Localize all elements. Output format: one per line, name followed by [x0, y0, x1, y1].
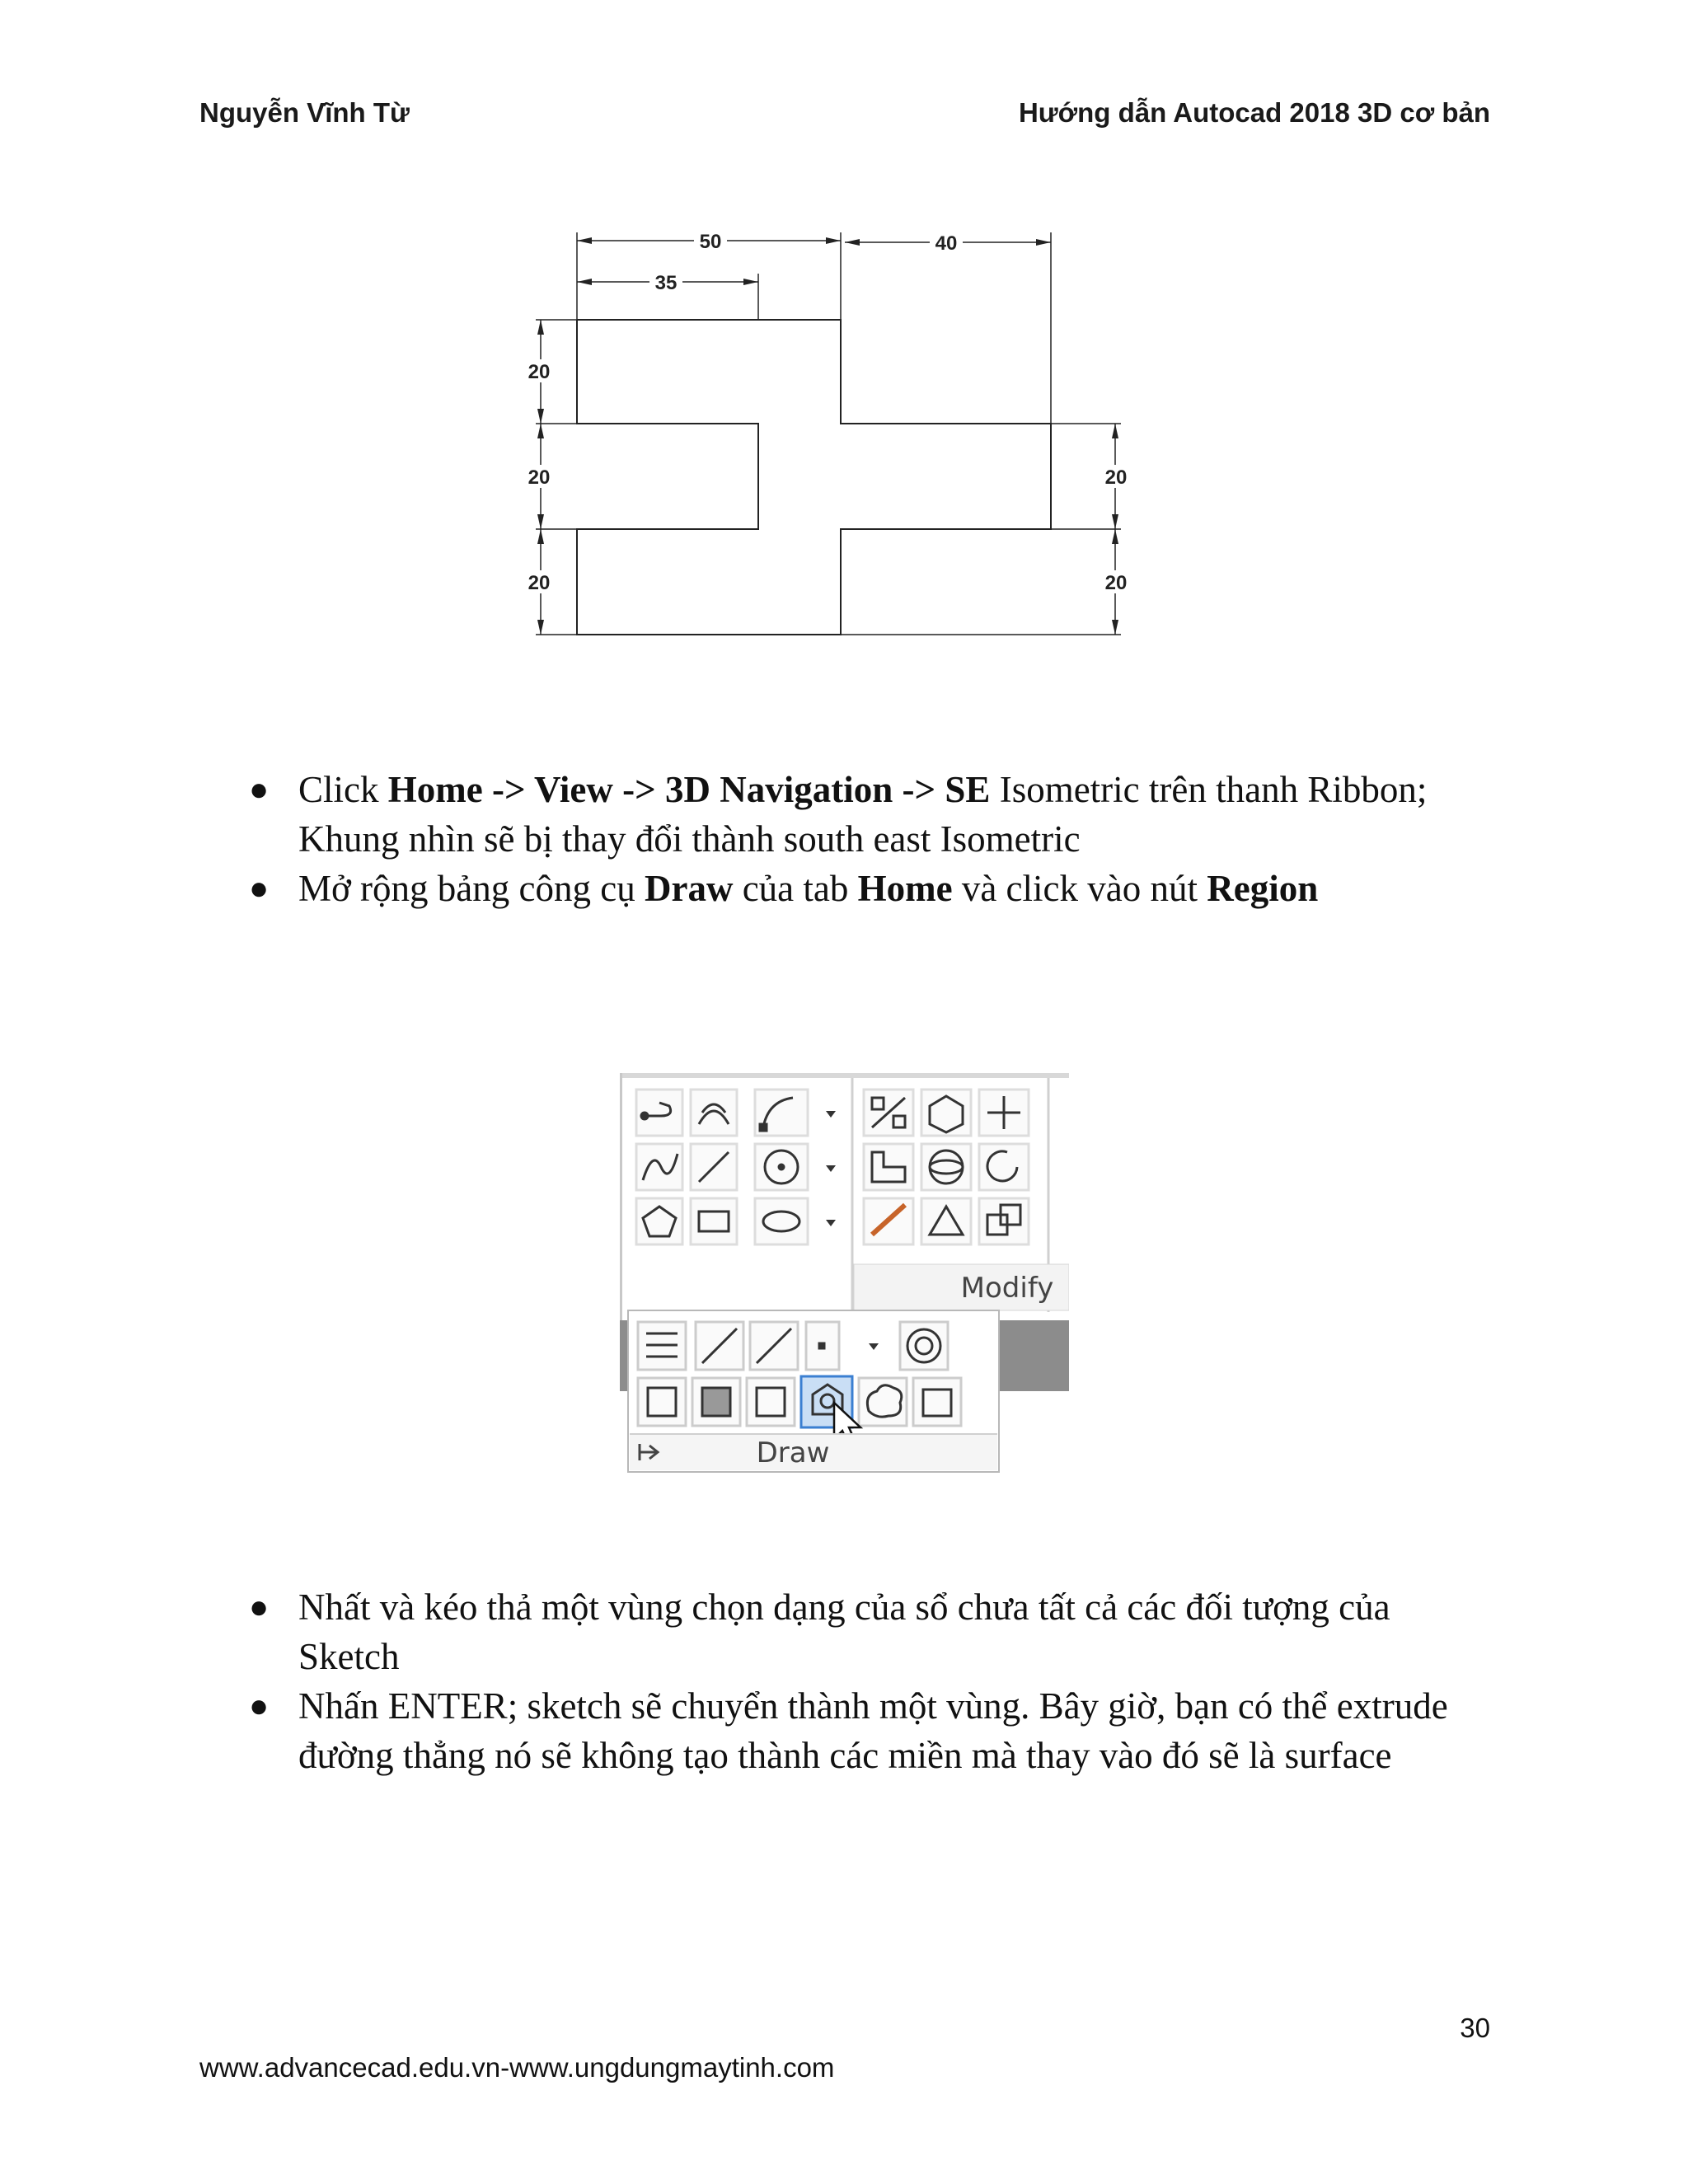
bullet-icon: ●: [249, 1687, 270, 1724]
list-item: ● Nhấn ENTER; sketch sẽ chuyển thành một vùng. Bây giờ, bạn có thể extrude đường thẳng nó sẽ không tạo thành các miền mà thay vào đó sẽ là surface: [247, 1681, 1500, 1780]
3d-align-icon[interactable]: [921, 1198, 971, 1244]
ellipse-icon[interactable]: [755, 1198, 808, 1244]
polyline-icon[interactable]: [636, 1090, 682, 1136]
dim-label-left-2: 20: [528, 466, 551, 489]
polygon-icon[interactable]: [636, 1198, 682, 1244]
sketch-outline: [511, 320, 1051, 635]
hatch-icon[interactable]: [638, 1322, 686, 1370]
dim-label-right-1: 20: [1104, 466, 1128, 489]
match-properties-icon[interactable]: [864, 1198, 913, 1244]
arc-icon[interactable]: [755, 1090, 808, 1136]
rotate-icon[interactable]: [979, 1144, 1029, 1190]
boundary-icon[interactable]: [747, 1378, 795, 1426]
copy-icon[interactable]: [979, 1198, 1029, 1244]
ray-icon[interactable]: [750, 1322, 798, 1370]
rectangle-icon[interactable]: [691, 1198, 737, 1244]
modify-panel-label: Modify: [960, 1272, 1054, 1305]
ribbon-draw-panel-screenshot: [620, 1073, 1069, 1479]
page-number: 30: [1460, 2013, 1490, 2043]
3d-move-icon[interactable]: [921, 1090, 971, 1136]
instruction-list-2: [247, 1582, 1500, 1780]
list-item: ● Nhất và kéo thả một vùng chọn dạng của sổ chưa tất cả các đối tượng của Sketch: [247, 1582, 1500, 1681]
bullet-icon: ●: [249, 1588, 270, 1625]
wipeout-icon[interactable]: [913, 1378, 961, 1426]
move-icon[interactable]: [979, 1090, 1029, 1136]
scale-icon[interactable]: [864, 1090, 913, 1136]
list-item: ● Click Home -> View -> 3D Navigation -> SE Isometric trên thanh Ribbon; Khung nhìn sẽ bị thay đổi thành south east Isometric: [247, 765, 1500, 864]
bullet-icon: ●: [249, 869, 270, 907]
line-icon[interactable]: [691, 1144, 737, 1190]
construction-line-icon[interactable]: [696, 1322, 743, 1370]
bullet-icon: ●: [249, 771, 270, 808]
dim-label-left-3: 20: [528, 572, 551, 594]
list-item: ● Mở rộng bảng công cụ Draw của tab Home và click vào nút Region: [247, 864, 1500, 913]
circle-icon[interactable]: [755, 1144, 808, 1190]
header-title: Hướng dẫn Autocad 2018 3D cơ bản: [1018, 97, 1490, 128]
stretch-icon[interactable]: [864, 1144, 913, 1190]
dim-label-40: 40: [935, 232, 958, 255]
dim-label-left-1: 20: [528, 361, 551, 383]
spline-icon[interactable]: [636, 1144, 682, 1190]
hatch-boundary-icon[interactable]: [638, 1378, 686, 1426]
dim-label-right-2: 20: [1104, 572, 1128, 594]
instruction-list-1: [247, 765, 1500, 913]
point-icon[interactable]: [806, 1322, 839, 1370]
draw-panel-label: Draw: [756, 1436, 830, 1469]
revision-cloud-icon[interactable]: [859, 1378, 907, 1426]
dim-label-35: 35: [654, 272, 678, 294]
header-author: Nguyễn Vĩnh Từ: [199, 97, 410, 128]
dimensioned-sketch: [511, 223, 1137, 651]
3d-rotate-icon[interactable]: [921, 1144, 971, 1190]
donut-icon[interactable]: [900, 1322, 948, 1370]
draw-panel-expanded: [628, 1310, 999, 1472]
gradient-icon[interactable]: [692, 1378, 740, 1426]
dim-label-50: 50: [699, 231, 722, 253]
footer-url: www.advancecad.edu.vn-www.ungdungmaytinh.com: [199, 2052, 835, 2083]
helix-icon[interactable]: [691, 1090, 737, 1136]
